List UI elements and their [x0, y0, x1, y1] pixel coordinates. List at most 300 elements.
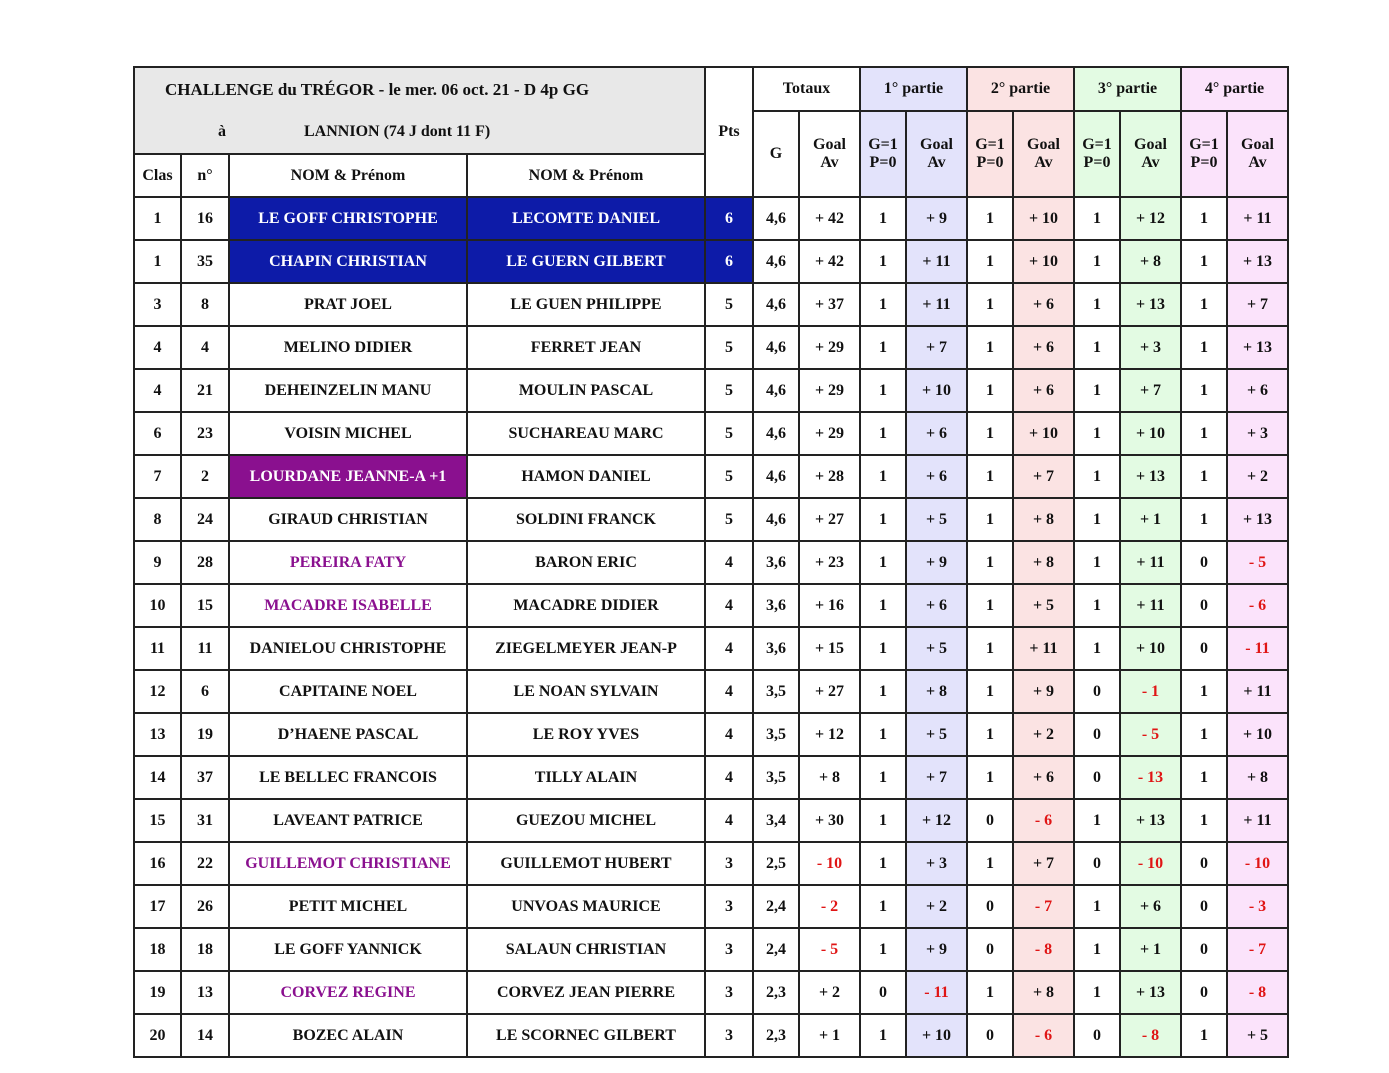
result-cell: 1	[1074, 541, 1120, 584]
number-cell: 22	[181, 842, 229, 885]
goal-cell: + 6	[906, 584, 967, 627]
result-cell: 1	[860, 627, 906, 670]
result-cell: 1	[860, 756, 906, 799]
goal-total-cell: + 42	[799, 197, 860, 240]
location-line	[134, 111, 705, 154]
page-title: CHALLENGE du TRÉGOR - le mer. 06 oct. 21 - D 4p GG	[134, 67, 705, 111]
goal-cell: + 5	[1227, 1014, 1288, 1057]
result-cell: 1	[1181, 1014, 1227, 1057]
result-cell: 1	[860, 713, 906, 756]
goal-cell: + 13	[1120, 799, 1181, 842]
result-cell: 0	[1181, 627, 1227, 670]
points-cell: 5	[705, 283, 753, 326]
goal-cell: - 7	[1013, 885, 1074, 928]
goal-cell: + 7	[1013, 455, 1074, 498]
result-cell: 1	[860, 670, 906, 713]
number-cell: 6	[181, 670, 229, 713]
player2-name: SOLDINI FRANCK	[467, 498, 705, 541]
result-cell: 0	[1074, 756, 1120, 799]
goal-cell: + 6	[906, 455, 967, 498]
rank-cell: 4	[134, 369, 181, 412]
result-cell: 1	[860, 584, 906, 627]
result-cell: 1	[1074, 369, 1120, 412]
number-cell: 19	[181, 713, 229, 756]
gp-header: G=1 P=0	[1074, 111, 1120, 197]
goal-cell: + 8	[1013, 541, 1074, 584]
goal-cell: - 7	[1227, 928, 1288, 971]
table-row	[134, 498, 1288, 541]
rank-cell: 10	[134, 584, 181, 627]
goal-cell: + 5	[1013, 584, 1074, 627]
player1-name: VOISIN MICHEL	[229, 412, 467, 455]
result-cell: 1	[967, 455, 1013, 498]
result-cell: 0	[1074, 842, 1120, 885]
points-cell: 5	[705, 326, 753, 369]
goal-cell: + 6	[1013, 326, 1074, 369]
player2-name: LE NOAN SYLVAIN	[467, 670, 705, 713]
number-cell: 2	[181, 455, 229, 498]
goal-cell: + 6	[1227, 369, 1288, 412]
goal-cell: + 9	[906, 928, 967, 971]
goal-cell: + 5	[906, 713, 967, 756]
goal-header: Goal Av	[799, 111, 860, 197]
rank-cell: 9	[134, 541, 181, 584]
part4-header: 4° partie	[1181, 67, 1288, 111]
goal-total-cell: + 8	[799, 756, 860, 799]
goal-cell: + 13	[1227, 326, 1288, 369]
table-row	[134, 541, 1288, 584]
result-cell: 1	[967, 756, 1013, 799]
number-cell: 4	[181, 326, 229, 369]
points-cell: 3	[705, 928, 753, 971]
player2-name: HAMON DANIEL	[467, 455, 705, 498]
result-cell: 1	[967, 240, 1013, 283]
result-cell: 0	[967, 799, 1013, 842]
goal-cell: - 5	[1227, 541, 1288, 584]
result-cell: 1	[860, 326, 906, 369]
player1-name: MELINO DIDIER	[229, 326, 467, 369]
g-total-cell: 3,5	[753, 713, 799, 756]
goal-total-cell: + 27	[799, 670, 860, 713]
goal-cell: + 13	[1120, 455, 1181, 498]
result-cell: 1	[860, 842, 906, 885]
g-total-cell: 4,6	[753, 455, 799, 498]
g-total-cell: 3,5	[753, 670, 799, 713]
result-cell: 0	[1074, 670, 1120, 713]
g-total-cell: 3,6	[753, 627, 799, 670]
result-cell: 1	[1074, 283, 1120, 326]
table-row	[134, 928, 1288, 971]
points-cell: 3	[705, 1014, 753, 1057]
player1-name: CORVEZ REGINE	[229, 971, 467, 1014]
rank-cell: 1	[134, 197, 181, 240]
g-total-cell: 3,4	[753, 799, 799, 842]
clas-header: Clas	[134, 154, 181, 197]
g-total-cell: 4,6	[753, 326, 799, 369]
goal-cell: + 11	[1227, 799, 1288, 842]
result-cell: 1	[860, 541, 906, 584]
result-cell: 1	[1074, 799, 1120, 842]
rank-cell: 6	[134, 412, 181, 455]
goal-cell: + 1	[1120, 928, 1181, 971]
part3-header: 3° partie	[1074, 67, 1181, 111]
part2-header: 2° partie	[967, 67, 1074, 111]
result-cell: 1	[967, 842, 1013, 885]
table-row	[134, 799, 1288, 842]
player1-name: D’HAENE PASCAL	[229, 713, 467, 756]
player2-name: LECOMTE DANIEL	[467, 197, 705, 240]
player2-name: ZIEGELMEYER JEAN-P	[467, 627, 705, 670]
goal-total-cell: + 29	[799, 412, 860, 455]
result-cell: 1	[1181, 369, 1227, 412]
result-cell: 1	[1181, 498, 1227, 541]
number-cell: 13	[181, 971, 229, 1014]
table-row	[134, 197, 1288, 240]
rank-cell: 7	[134, 455, 181, 498]
g-total-cell: 4,6	[753, 369, 799, 412]
result-cell: 0	[967, 885, 1013, 928]
goal-cell: + 3	[906, 842, 967, 885]
goal-cell: - 8	[1120, 1014, 1181, 1057]
table-row	[134, 240, 1288, 283]
goal-cell: - 3	[1227, 885, 1288, 928]
goal-total-cell: + 28	[799, 455, 860, 498]
goal-total-cell: + 29	[799, 369, 860, 412]
goal-cell: + 2	[906, 885, 967, 928]
result-cell: 1	[1181, 455, 1227, 498]
goal-total-cell: - 5	[799, 928, 860, 971]
g-total-cell: 4,6	[753, 412, 799, 455]
player1-name: LE GOFF YANNICK	[229, 928, 467, 971]
table-row	[134, 1014, 1288, 1057]
player1-name: LOURDANE JEANNE-A +1	[229, 455, 467, 498]
player2-name: BARON ERIC	[467, 541, 705, 584]
goal-header: Goal Av	[1120, 111, 1181, 197]
g-total-cell: 4,6	[753, 240, 799, 283]
gp-header: G=1 P=0	[860, 111, 906, 197]
goal-cell: + 10	[1013, 240, 1074, 283]
table-row	[134, 971, 1288, 1014]
result-cell: 1	[860, 885, 906, 928]
result-cell: 1	[967, 369, 1013, 412]
result-cell: 1	[1074, 326, 1120, 369]
goal-cell: + 1	[1120, 498, 1181, 541]
result-cell: 1	[1074, 627, 1120, 670]
goal-total-cell: + 42	[799, 240, 860, 283]
goal-cell: - 5	[1120, 713, 1181, 756]
number-cell: 16	[181, 197, 229, 240]
player1-name: LE BELLEC FRANCOIS	[229, 756, 467, 799]
points-cell: 6	[705, 197, 753, 240]
goal-cell: + 8	[1013, 971, 1074, 1014]
result-cell: 1	[967, 713, 1013, 756]
goal-header: Goal Av	[1013, 111, 1074, 197]
result-cell: 1	[967, 670, 1013, 713]
goal-cell: + 9	[906, 541, 967, 584]
number-cell: 26	[181, 885, 229, 928]
number-cell: 11	[181, 627, 229, 670]
goal-cell: + 6	[1013, 283, 1074, 326]
result-cell: 1	[1181, 670, 1227, 713]
result-cell: 1	[1181, 799, 1227, 842]
player1-name: CHAPIN CHRISTIAN	[229, 240, 467, 283]
g-total-cell: 3,6	[753, 584, 799, 627]
goal-cell: + 2	[1227, 455, 1288, 498]
points-cell: 4	[705, 756, 753, 799]
goal-cell: - 1	[1120, 670, 1181, 713]
result-cell: 1	[967, 541, 1013, 584]
result-cell: 0	[1181, 584, 1227, 627]
table-row	[134, 627, 1288, 670]
table-row	[134, 412, 1288, 455]
player2-name: FERRET JEAN	[467, 326, 705, 369]
result-cell: 0	[1074, 1014, 1120, 1057]
result-cell: 1	[1181, 326, 1227, 369]
result-cell: 1	[967, 283, 1013, 326]
rank-cell: 13	[134, 713, 181, 756]
goal-header: Goal Av	[1227, 111, 1288, 197]
number-cell: 8	[181, 283, 229, 326]
player1-name: PEREIRA FATY	[229, 541, 467, 584]
player2-name: MOULIN PASCAL	[467, 369, 705, 412]
player1-name: PRAT JOEL	[229, 283, 467, 326]
player1-name: LAVEANT PATRICE	[229, 799, 467, 842]
goal-cell: + 7	[1120, 369, 1181, 412]
player2-name: LE GUEN PHILIPPE	[467, 283, 705, 326]
player2-name: SUCHAREAU MARC	[467, 412, 705, 455]
goal-cell: - 6	[1013, 799, 1074, 842]
goal-cell: + 9	[1013, 670, 1074, 713]
goal-cell: - 8	[1227, 971, 1288, 1014]
result-cell: 1	[967, 412, 1013, 455]
result-cell: 1	[1181, 197, 1227, 240]
goal-cell: + 6	[1120, 885, 1181, 928]
number-cell: 31	[181, 799, 229, 842]
result-cell: 1	[860, 498, 906, 541]
result-cell: 1	[1074, 971, 1120, 1014]
goal-cell: + 8	[1120, 240, 1181, 283]
result-cell: 1	[860, 1014, 906, 1057]
goal-cell: + 11	[1013, 627, 1074, 670]
goal-cell: - 10	[1120, 842, 1181, 885]
goal-cell: + 9	[906, 197, 967, 240]
result-cell: 1	[1074, 885, 1120, 928]
part1-header: 1° partie	[860, 67, 967, 111]
g-total-cell: 2,4	[753, 885, 799, 928]
goal-header: Goal Av	[906, 111, 967, 197]
goal-total-cell: + 2	[799, 971, 860, 1014]
result-cell: 1	[967, 627, 1013, 670]
player2-name: LE GUERN GILBERT	[467, 240, 705, 283]
location: LANNION (74 J dont 11 F)	[304, 123, 491, 140]
result-cell: 1	[1074, 928, 1120, 971]
table-row	[134, 756, 1288, 799]
goal-cell: + 13	[1227, 240, 1288, 283]
result-cell: 1	[1074, 197, 1120, 240]
player1-name: BOZEC ALAIN	[229, 1014, 467, 1057]
points-cell: 3	[705, 842, 753, 885]
goal-cell: + 10	[1120, 627, 1181, 670]
goal-total-cell: - 10	[799, 842, 860, 885]
goal-total-cell: + 30	[799, 799, 860, 842]
number-cell: 18	[181, 928, 229, 971]
result-cell: 1	[967, 326, 1013, 369]
rank-cell: 8	[134, 498, 181, 541]
goal-total-cell: + 12	[799, 713, 860, 756]
goal-cell: + 13	[1227, 498, 1288, 541]
g-total-cell: 4,6	[753, 498, 799, 541]
goal-cell: + 5	[906, 498, 967, 541]
rank-cell: 12	[134, 670, 181, 713]
result-cell: 0	[1074, 713, 1120, 756]
g-total-cell: 2,3	[753, 971, 799, 1014]
points-cell: 4	[705, 713, 753, 756]
goal-total-cell: + 1	[799, 1014, 860, 1057]
goal-cell: + 11	[1227, 197, 1288, 240]
goal-cell: + 6	[1013, 756, 1074, 799]
player1-name: GIRAUD CHRISTIAN	[229, 498, 467, 541]
table-row	[134, 713, 1288, 756]
number-cell: 37	[181, 756, 229, 799]
pts-header: Pts	[705, 67, 753, 197]
points-cell: 5	[705, 369, 753, 412]
goal-total-cell: + 29	[799, 326, 860, 369]
rank-cell: 11	[134, 627, 181, 670]
result-cell: 1	[860, 369, 906, 412]
points-cell: 4	[705, 627, 753, 670]
result-cell: 0	[860, 971, 906, 1014]
result-cell: 0	[1181, 541, 1227, 584]
goal-cell: + 6	[1013, 369, 1074, 412]
rank-cell: 19	[134, 971, 181, 1014]
goal-cell: + 12	[1120, 197, 1181, 240]
rank-cell: 4	[134, 326, 181, 369]
goal-cell: - 6	[1013, 1014, 1074, 1057]
table-row	[134, 885, 1288, 928]
goal-cell: + 10	[906, 369, 967, 412]
goal-cell: + 10	[1227, 713, 1288, 756]
goal-cell: + 7	[906, 326, 967, 369]
result-cell: 1	[1074, 240, 1120, 283]
player2-name: LE ROY YVES	[467, 713, 705, 756]
player1-name: MACADRE ISABELLE	[229, 584, 467, 627]
goal-cell: + 13	[1120, 283, 1181, 326]
number-cell: 28	[181, 541, 229, 584]
goal-cell: + 11	[906, 283, 967, 326]
player2-name: TILLY ALAIN	[467, 756, 705, 799]
g-total-cell: 3,5	[753, 756, 799, 799]
result-cell: 1	[860, 283, 906, 326]
goal-cell: + 5	[906, 627, 967, 670]
at-label: à	[218, 123, 226, 140]
goal-cell: + 11	[1120, 584, 1181, 627]
rank-cell: 14	[134, 756, 181, 799]
name2-header: NOM & Prénom	[467, 154, 705, 197]
goal-total-cell: + 16	[799, 584, 860, 627]
totaux-header: Totaux	[753, 67, 860, 111]
player2-name: UNVOAS MAURICE	[467, 885, 705, 928]
result-cell: 1	[1074, 455, 1120, 498]
result-cell: 0	[1181, 928, 1227, 971]
player2-name: CORVEZ JEAN PIERRE	[467, 971, 705, 1014]
result-cell: 0	[967, 928, 1013, 971]
result-cell: 1	[860, 455, 906, 498]
goal-cell: + 10	[1013, 412, 1074, 455]
player1-name: PETIT MICHEL	[229, 885, 467, 928]
points-cell: 4	[705, 541, 753, 584]
player1-name: DEHEINZELIN MANU	[229, 369, 467, 412]
result-cell: 1	[1181, 240, 1227, 283]
name1-header: NOM & Prénom	[229, 154, 467, 197]
goal-cell: + 7	[1013, 842, 1074, 885]
result-cell: 1	[860, 799, 906, 842]
number-cell: 21	[181, 369, 229, 412]
goal-cell: + 11	[1227, 670, 1288, 713]
table-row	[134, 670, 1288, 713]
player1-name: GUILLEMOT CHRISTIANE	[229, 842, 467, 885]
g-total-cell: 2,4	[753, 928, 799, 971]
goal-cell: + 11	[906, 240, 967, 283]
goal-cell: + 13	[1120, 971, 1181, 1014]
goal-cell: + 3	[1120, 326, 1181, 369]
rank-cell: 1	[134, 240, 181, 283]
goal-cell: + 6	[906, 412, 967, 455]
points-cell: 5	[705, 498, 753, 541]
goal-cell: + 7	[906, 756, 967, 799]
points-cell: 3	[705, 885, 753, 928]
points-cell: 5	[705, 455, 753, 498]
g-total-cell: 3,6	[753, 541, 799, 584]
goal-cell: + 10	[1013, 197, 1074, 240]
player2-name: GUEZOU MICHEL	[467, 799, 705, 842]
goal-cell: - 13	[1120, 756, 1181, 799]
result-cell: 1	[967, 584, 1013, 627]
result-cell: 1	[1181, 412, 1227, 455]
player1-name: DANIELOU CHRISTOPHE	[229, 627, 467, 670]
result-cell: 0	[967, 1014, 1013, 1057]
results-table	[133, 66, 1289, 1058]
result-cell: 1	[860, 240, 906, 283]
result-cell: 0	[1181, 971, 1227, 1014]
result-cell: 0	[1181, 842, 1227, 885]
result-cell: 1	[1181, 756, 1227, 799]
result-cell: 1	[1074, 584, 1120, 627]
player2-name: MACADRE DIDIER	[467, 584, 705, 627]
goal-cell: - 11	[1227, 627, 1288, 670]
rank-cell: 18	[134, 928, 181, 971]
number-cell: 15	[181, 584, 229, 627]
points-cell: 6	[705, 240, 753, 283]
g-header: G	[753, 111, 799, 197]
goal-cell: + 3	[1227, 412, 1288, 455]
number-cell: 24	[181, 498, 229, 541]
table-row	[134, 455, 1288, 498]
result-cell: 1	[967, 971, 1013, 1014]
rank-cell: 17	[134, 885, 181, 928]
result-cell: 1	[1074, 412, 1120, 455]
points-cell: 4	[705, 670, 753, 713]
g-total-cell: 4,6	[753, 197, 799, 240]
goal-cell: - 11	[906, 971, 967, 1014]
result-cell: 1	[860, 412, 906, 455]
table-row	[134, 584, 1288, 627]
result-cell: 1	[1181, 283, 1227, 326]
points-cell: 5	[705, 412, 753, 455]
table-row	[134, 283, 1288, 326]
goal-cell: + 8	[1227, 756, 1288, 799]
num-header: n°	[181, 154, 229, 197]
result-cell: 1	[860, 197, 906, 240]
